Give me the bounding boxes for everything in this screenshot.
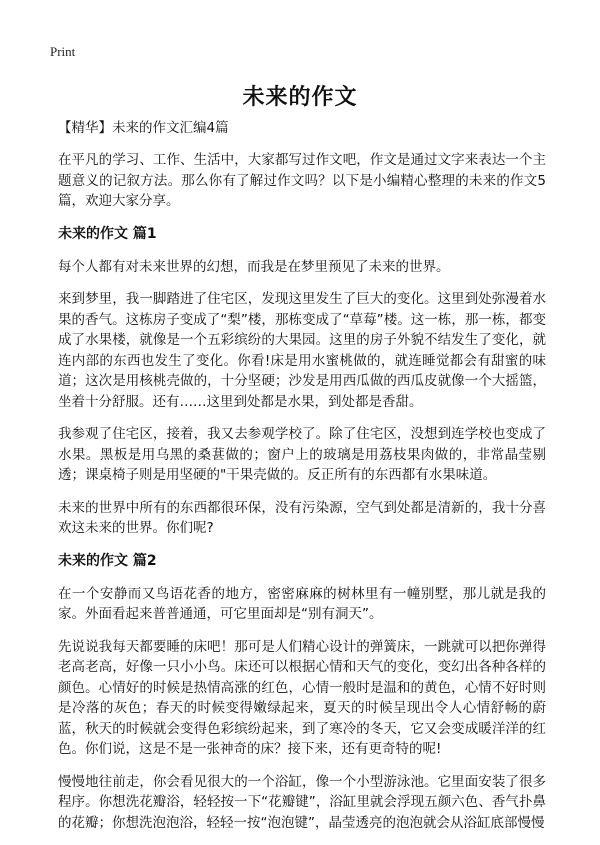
paragraph: 慢慢地往前走，你会看见很大的一个浴缸，像一个小型游泳池。它里面安装了很多程序。你想洗花瓣浴，轻轻按一下“花瓣键”，浴缸里就会浮现五颜六色、香气扑鼻的花瓣；你想洗泡泡浴，轻轻一按“泡泡键”，晶莹透亮的泡泡就会从浴缸底部慢慢 xyxy=(58,773,546,831)
section-heading: 未来的作文 篇1 xyxy=(58,225,157,242)
paragraph: 我参观了住宅区，接着，我又去参观学校了。除了住宅区，没想到连学校也变成了水果。黑板是用乌黑的桑葚做的；窗户上的玻璃是用荔枝果肉做的，非常晶莹剔透；课桌椅子则是用坚硬的"干果壳做的。反正所有的东西都有水果味道。 xyxy=(58,426,546,483)
paragraph: 未来的世界中所有的东西都很环保，没有污染源，空气到处都是清新的，我十分喜欢这未来的世界。你们呢? xyxy=(58,499,546,536)
essay-section-2 xyxy=(58,551,546,834)
paragraph: 来到梦里，我一脚踏进了住宅区，发现这里发生了巨大的变化。这里到处弥漫着水果的香气。这栋房子变成了“梨”楼，那栋变成了“草莓”楼。这一栋，那一栋，都变成了水果楼，就像是一个五彩缤纷的大果园。这里的房子外貌不结发生了变化，就连内部的东西也发生了变化。你看!床是用水蜜桃做的，就连睡觉都会有甜蜜的味道；这次是用核桃壳做的，十分坚硬；沙发是用西瓜做的西瓜皮就像一个大摇篮，坐着十分舒服。还有……这里到处都是水果，到处都是香甜。 xyxy=(58,291,546,410)
section-heading: 未来的作文 篇2 xyxy=(58,552,157,569)
print-link[interactable]: Print xyxy=(50,44,76,59)
paragraph: 每个人都有对未来世界的幻想，而我是在梦里预见了未来的世界。 xyxy=(58,258,450,275)
paragraph: 在一个安静而又鸟语花香的地方，密密麻麻的树林里有一幢别墅，那儿就是我的家。外面看起来普普通通，可它里面却是“别有洞天”。 xyxy=(58,585,546,622)
paragraph: 先说说我每天都要睡的床吧！那可是人们精心设计的弹簧床，一跳就可以把你弹得老高老高，好像一只小小鸟。床还可以根据心情和天气的变化，变幻出各种各样的颜色。心情好的时候是热情高涨的红色，心情一般时是温和的黄色，心情不好时则是冷落的灰色；春天的时候变得嫩绿起来，夏天的时候呈现出令人心情舒畅的蔚蓝，秋天的时候就会变得色彩缤纷起来，到了寒冷的冬天，它又会变成暖洋洋的红色。你们说，这是不是一张神奇的床？接下来，还有更奇特的呢! xyxy=(58,638,546,757)
document-subtitle: 【精华】未来的作文汇编4篇 xyxy=(58,120,229,136)
document-title: 未来的作文 xyxy=(242,85,358,110)
document-body xyxy=(58,118,546,845)
intro-paragraph: 在平凡的学习、工作、生活中，大家都写过作文吧，作文是通过文字来表达一个主题意义的记叙方法。那么你有了解过作文吗？以下是小编精心整理的未来的作文5篇，欢迎大家分享。 xyxy=(58,152,546,209)
essay-section-1 xyxy=(58,224,546,539)
